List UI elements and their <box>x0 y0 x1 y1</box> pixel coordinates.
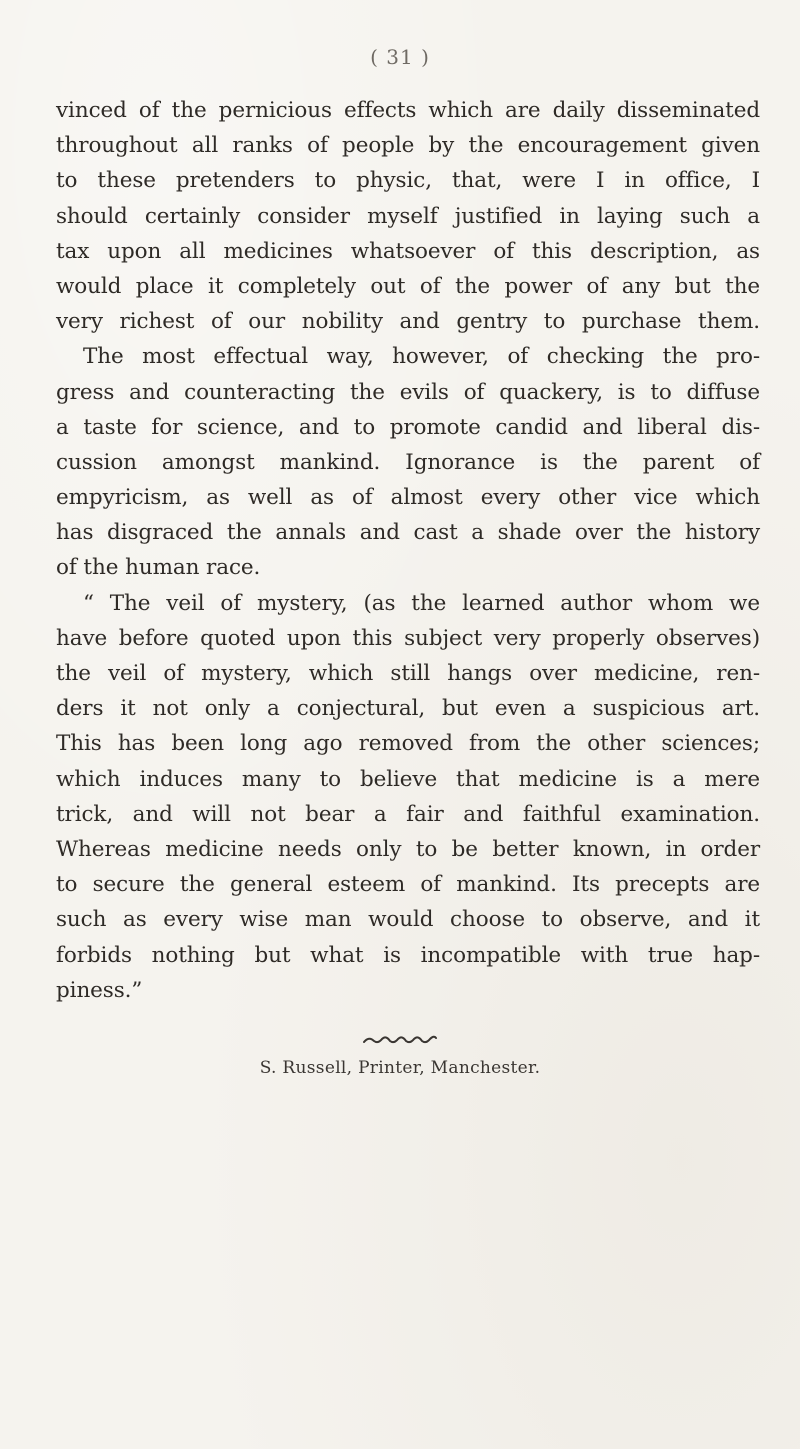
text-line: trick, and will not bear a fair and faithful examination. <box>56 801 760 827</box>
printer-imprint: S. Russell, Printer, Manchester. <box>259 1058 541 1078</box>
text-line: such as every wise man would choose to observe, and it <box>56 907 760 933</box>
text-line: Whereas medicine needs only to be better known, in order <box>56 836 760 862</box>
text-line: have before quoted upon this subject very properly observes) <box>56 625 760 651</box>
text-line: to secure the general esteem of mankind. Its precepts are <box>56 872 760 898</box>
text-line: which induces many to believe that medicine is a mere <box>56 766 760 792</box>
text-line: gress and counteracting the evils of quackery, is to diffuse <box>56 379 760 405</box>
text-line: to these pretenders to physic, that, were I in office, I <box>56 168 760 194</box>
text-line: would place it completely out of the power of any but the <box>56 273 760 299</box>
text-line: ders it not only a conjectural, but even a suspicious art. <box>56 696 760 722</box>
text-line: should certainly consider myself justified in laying such a <box>56 203 760 229</box>
text-line: the veil of mystery, which still hangs over medicine, ren- <box>56 661 760 686</box>
text-line: The most effectual way, however, of checking the pro- <box>83 344 760 370</box>
text-line: a taste for science, and to promote candid and liberal dis- <box>56 414 760 440</box>
text-line: forbids nothing but what is incompatible with true hap- <box>56 942 760 968</box>
text-line: vinced of the pernicious effects which are daily disseminated <box>56 98 760 123</box>
text-line: very richest of our nobility and gentry to purchase them. <box>56 309 760 335</box>
page-number: ( 31 ) <box>370 45 430 69</box>
text-line: piness.” <box>56 977 143 1003</box>
text-line: cussion amongst mankind. Ignorance is the parent of <box>56 449 760 475</box>
text-line: This has been long ago removed from the other sciences; <box>56 731 760 757</box>
text-line: of the human race. <box>56 555 261 581</box>
text-line: throughout all ranks of people by the encouragement given <box>56 133 760 159</box>
body-text <box>56 93 760 1008</box>
text-line: has disgraced the annals and cast a shade over the history <box>56 520 760 546</box>
printer-ornament-icon <box>0 1034 800 1054</box>
text-line: tax upon all medicines whatsoever of this description, as <box>56 238 760 264</box>
text-line: empyricism, as well as of almost every other vice which <box>56 485 760 511</box>
text-line: “ The veil of mystery, (as the learned author whom we <box>83 590 760 616</box>
